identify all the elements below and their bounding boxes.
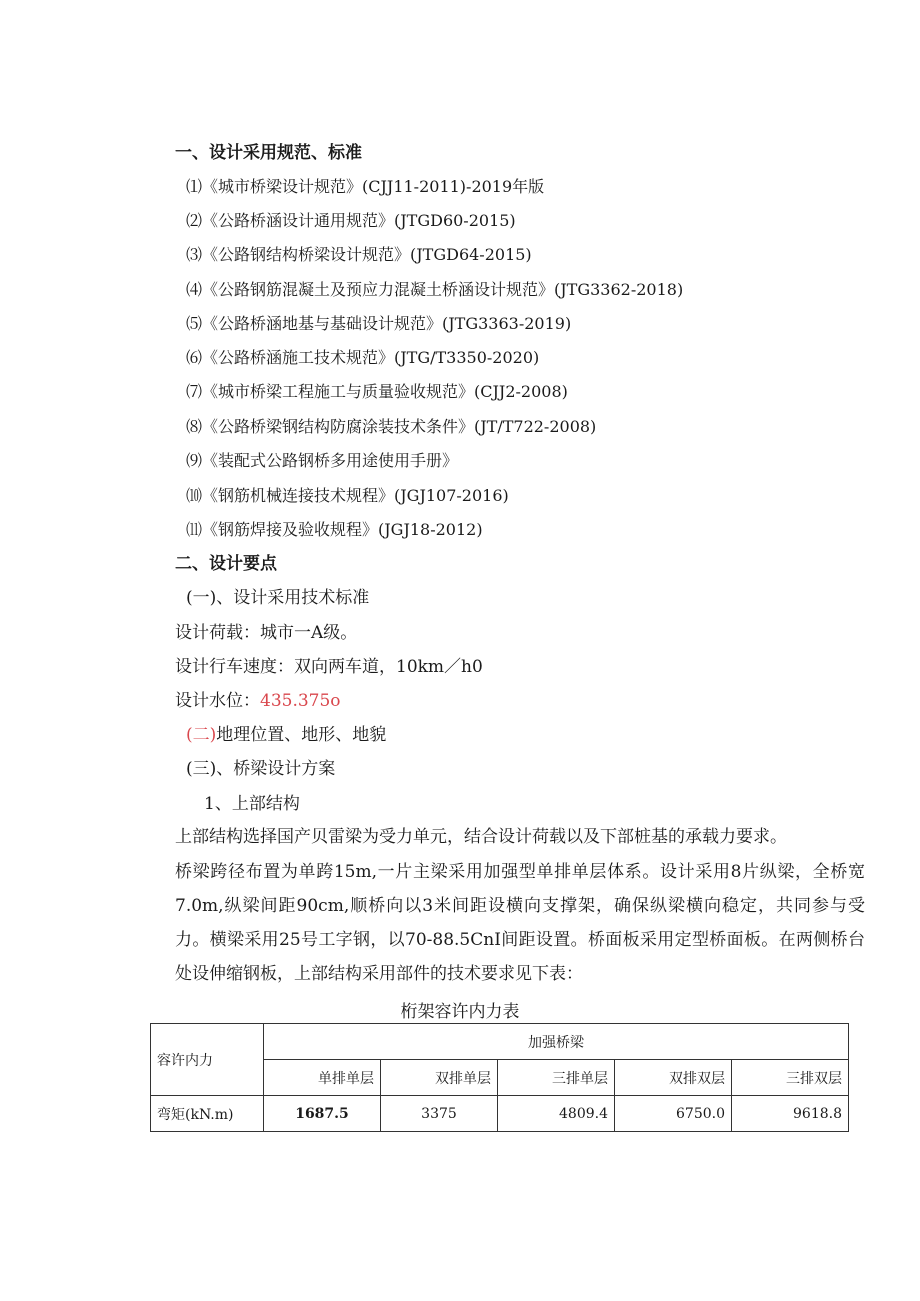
paragraph-superstructure-intro: 上部结构选择国产贝雷梁为受力单元，结合设计荷载以及下部桩基的承载力要求。	[175, 827, 787, 847]
water-level-value: 435.375o	[260, 691, 341, 711]
table-caption: 桁架容许内力表	[400, 1002, 520, 1022]
subsection-bridge-scheme: (三)、桥梁设计方案	[186, 759, 336, 779]
table-cell: 9618.8	[732, 1096, 849, 1132]
standard-item: ⑶《公路钢结构桥梁设计规范》(JTGD64-2015)	[186, 245, 532, 264]
standard-item: ⑺《城市桥梁工程施工与质量验收规范》(CJJ2-2008)	[186, 382, 568, 401]
table-column-header: 双排单层	[381, 1060, 498, 1096]
standard-item: ⑵《公路桥涵设计通用规范》(JTGD60-2015)	[186, 211, 516, 230]
table-column-header: 三排双层	[732, 1060, 849, 1096]
standard-item: ⑻《公路桥梁钢结构防腐涂装技术条件》(JT/T722-2008)	[186, 417, 597, 436]
section1-heading: 一、设计采用规范、标准	[175, 143, 362, 163]
table-column-header: 三排单层	[498, 1060, 615, 1096]
standard-item: ⑼《装配式公路钢桥多用途使用手册》	[186, 451, 459, 470]
table-group-header: 加强桥梁	[264, 1024, 849, 1060]
table-cell: 3375	[381, 1096, 498, 1132]
standard-item: ⑽《钢筋机械连接技术规程》(JGJ107-2016)	[186, 486, 509, 505]
subsection-technical-standards: (一)、设计采用技术标准	[186, 588, 370, 608]
paragraph-superstructure-detail: 桥梁跨径布置为单跨15m,一片主梁采用加强型单排单层体系。设计采用8片纵梁，全桥宽7.0m,纵梁间距90cm,顺桥向以3米间距设横向支撑架，确保纵梁横向稳定，共同参与受力。横梁采用25号工字钢，以70-88.5CnI间距设置。桥面板采用定型桥面板。在两侧桥台处设伸缩钢板，上部结构采用部件的技术要求见下表：	[175, 862, 865, 984]
water-level-label: 设计水位：	[175, 691, 260, 711]
standard-item: ⑸《公路桥涵地基与基础设计规范》(JTG3363-2019)	[186, 314, 572, 333]
allowable-force-table	[150, 1023, 849, 1132]
design-speed: 设计行车速度：双向两车道，10km／h0	[175, 657, 483, 677]
standard-item: ⑾《钢筋焊接及验收规程》(JGJ18-2012)	[186, 520, 483, 539]
subsection-superstructure: 1、上部结构	[204, 794, 300, 814]
standard-item: ⑷《公路钢筋混凝土及预应力混凝土桥涵设计规范》(JTG3362-2018)	[186, 280, 684, 299]
table-column-header: 双排双层	[615, 1060, 732, 1096]
subsection-location	[186, 724, 386, 746]
table-column-header: 单排单层	[264, 1060, 381, 1096]
table-cell: 1687.5	[264, 1096, 381, 1132]
subsection-location-text: 地理位置、地形、地貌	[216, 725, 387, 745]
section2-heading: 二、设计要点	[175, 554, 277, 574]
design-water-level	[175, 690, 341, 712]
subsection-location-mark: (二)	[186, 725, 217, 745]
table-row-header: 容许内力	[151, 1024, 264, 1096]
table-cell: 6750.0	[615, 1096, 732, 1132]
table-row-label: 弯矩(kN.m)	[151, 1096, 264, 1132]
design-load: 设计荷载：城市一A级。	[175, 623, 358, 643]
standard-item: ⑴《城市桥梁设计规范》(CJJ11-2011)-2019年版	[186, 177, 545, 196]
table-cell: 4809.4	[498, 1096, 615, 1132]
standard-item: ⑹《公路桥涵施工技术规范》(JTG/T3350-2020)	[186, 348, 540, 367]
